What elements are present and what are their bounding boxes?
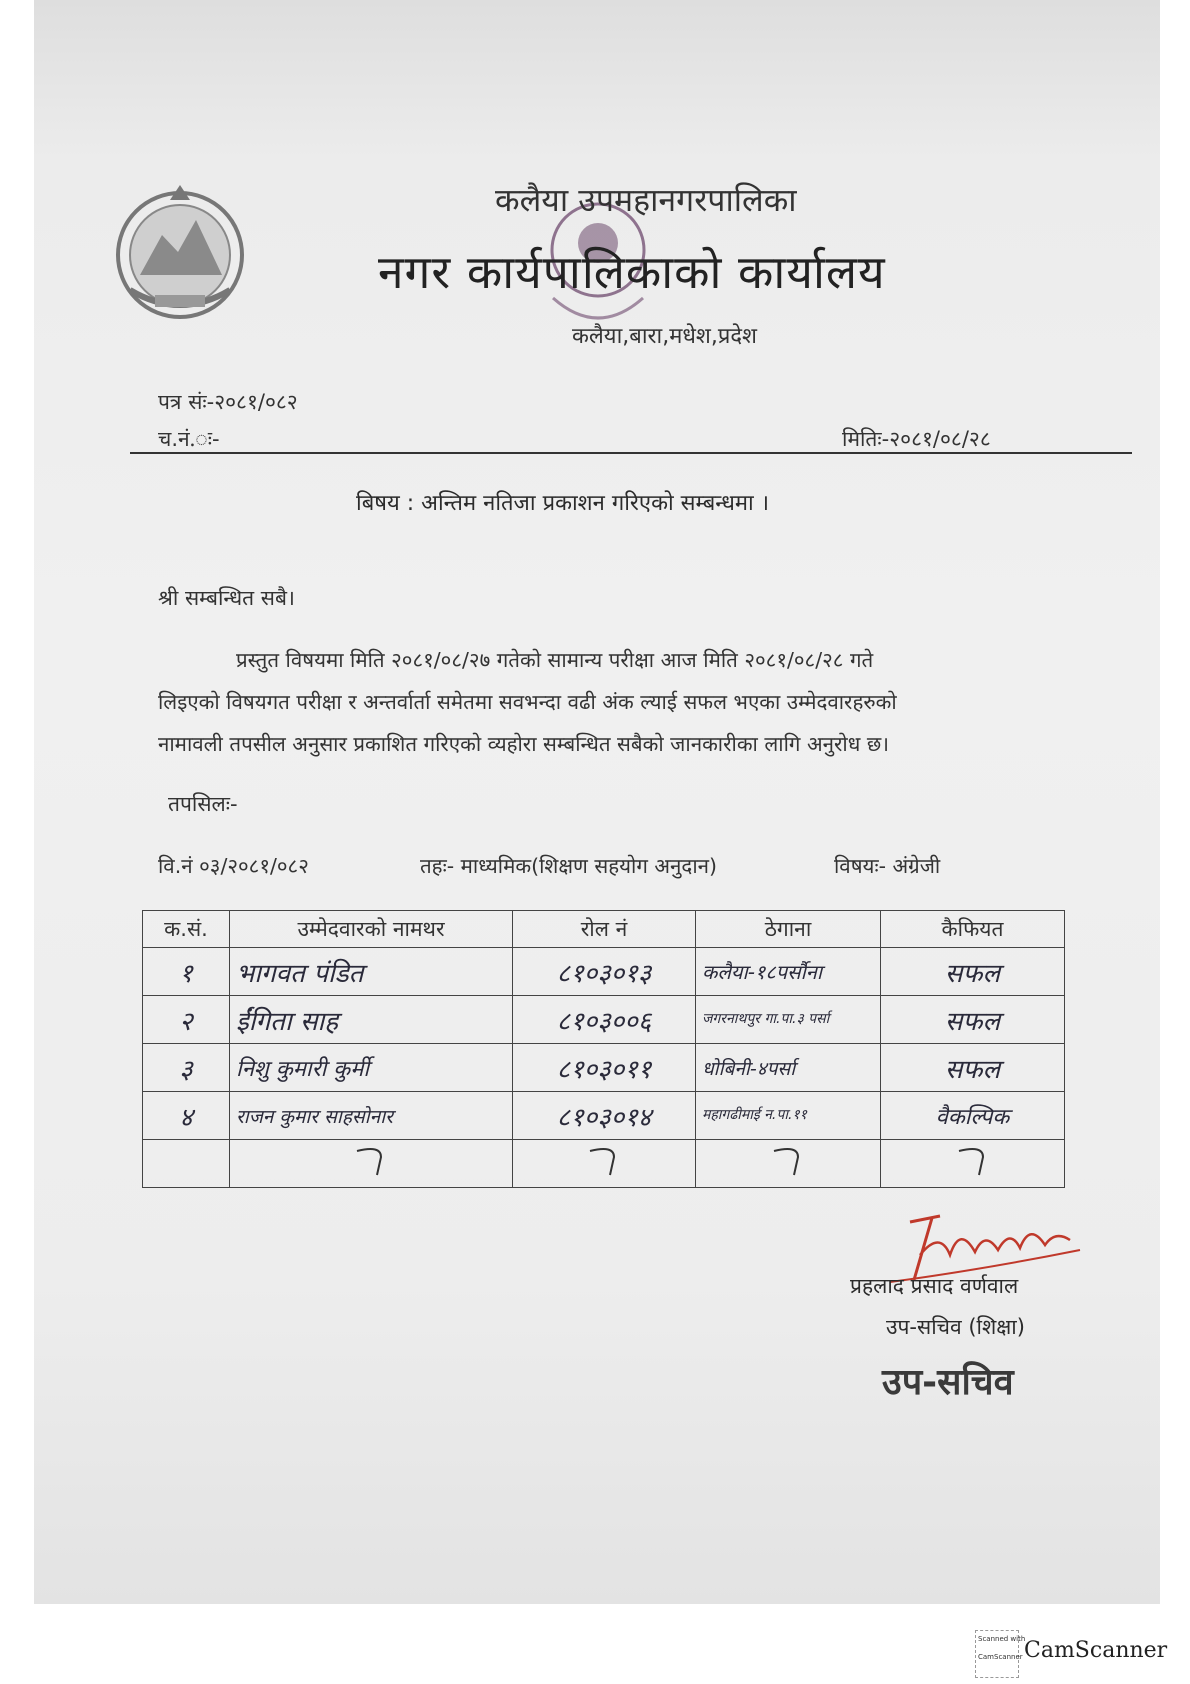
header-roll: रोल नं (513, 911, 696, 948)
row-name: राजन कुमार साहसोनार (230, 1092, 513, 1140)
body-line-1: प्रस्तुत विषयमा मिति २०८१/०८/२७ गतेको सामान्य परीक्षा आज मिति २०८१/०८/२८ गते (236, 648, 874, 672)
ad-subject: विषयः- अंग्रेजी (834, 854, 941, 878)
table-row (143, 996, 1065, 1044)
row-remark: वैकल्पिक (881, 1092, 1065, 1140)
office-address: कलैया,बारा,मधेश,प्रदेश (572, 324, 758, 349)
table-row (143, 948, 1065, 996)
salutation: श्री सम्बन्धित सबै। (158, 586, 295, 610)
row-roll: ८१०३०१३ (513, 948, 696, 996)
signer-designation: उप-सचिव (शिक्षा) (886, 1315, 1025, 1339)
ad-number: वि.नं ०३/२०८१/०८२ (158, 854, 309, 878)
office-title: नगर कार्यपालिकाको कार्यालय (378, 245, 886, 299)
results-table (142, 910, 1065, 1188)
header-sn: क.सं. (143, 911, 230, 948)
row-roll: ८१०३०१४ (513, 1092, 696, 1140)
row-sn: ४ (143, 1092, 230, 1140)
header-remark: कैफियत (881, 911, 1065, 948)
table-header-row (143, 911, 1065, 948)
row-remark: सफल (881, 948, 1065, 996)
row-name: भागवत पंडित (230, 948, 513, 996)
row-remark: सफल (881, 996, 1065, 1044)
header-name: उम्मेदवारको नामथर (230, 911, 513, 948)
designation-stamp: उप-सचिव (882, 1362, 1014, 1403)
body-line-2: लिइएको विषयगत परीक्षा र अन्तर्वार्ता समेतमा सवभन्दा वढी अंक ल्याई सफल भएका उम्मेदवारहरुको (158, 690, 897, 714)
row-address: कलैया-१८पर्सौना (696, 948, 881, 996)
row-address: धोबिनी-४पर्सा (696, 1044, 881, 1092)
nepal-emblem-icon (100, 180, 260, 330)
municipality-name: कलैया उपमहानगरपालिका (495, 181, 797, 219)
dispatch-number: च.नं.ः- (158, 427, 220, 451)
letter-number: पत्र संः-२०८१/०८२ (158, 390, 298, 414)
table-row (143, 1044, 1065, 1092)
camscanner-logo-icon: Scanned with CamScanner (975, 1630, 1019, 1678)
row-name: निशु कुमारी कुर्मी (230, 1044, 513, 1092)
closing-mark (696, 1140, 881, 1188)
ad-level: तहः- माध्यमिक(शिक्षण सहयोग अनुदान) (420, 854, 717, 878)
closing-mark (230, 1140, 513, 1188)
camscanner-watermark: CamScanner (1024, 1638, 1168, 1663)
letter-subject: बिषय : अन्तिम नतिजा प्रकाशन गरिएको सम्बन्धमा । (356, 491, 770, 516)
row-name: ईंगिता साह (230, 996, 513, 1044)
header-divider (130, 452, 1132, 454)
header-address: ठेगाना (696, 911, 881, 948)
body-line-3: नामावली तपसील अनुसार प्रकाशित गरिएको व्यहोरा सम्बन्धित सबैको जानकारीका लागि अनुरोध छ। (158, 732, 889, 756)
tapasil-label: तपसिलः- (168, 792, 238, 816)
row-address: जगरनाथपुर गा.पा.३ पर्सा (696, 996, 881, 1044)
closing-mark (513, 1140, 696, 1188)
row-remark: सफल (881, 1044, 1065, 1092)
row-address: महागढीमाई न.पा.११ (696, 1092, 881, 1140)
row-sn: १ (143, 948, 230, 996)
row-sn: २ (143, 996, 230, 1044)
table-row-closing (143, 1140, 1065, 1188)
row-sn: ३ (143, 1044, 230, 1092)
closing-mark (881, 1140, 1065, 1188)
letter-date: मितिः-२०८१/०८/२८ (842, 427, 991, 451)
row-roll: ८१०३०११ (513, 1044, 696, 1092)
table-row (143, 1092, 1065, 1140)
row-roll: ८१०३००६ (513, 996, 696, 1044)
signer-name: प्रहलाद प्रसाद वर्णवाल (850, 1274, 1019, 1298)
